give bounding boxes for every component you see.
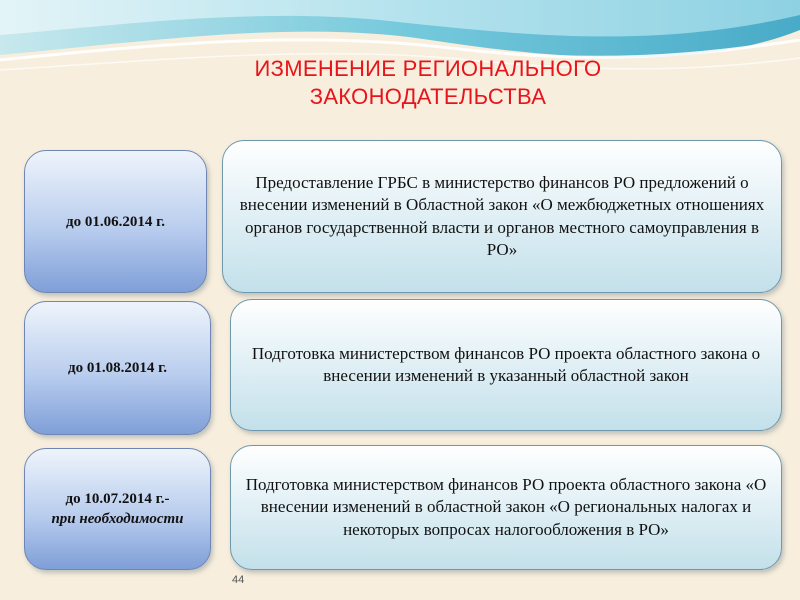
date-label-3-date: до 10.07.2014 г.- [65,491,170,507]
date-label-3-note: при необходимости [51,511,184,527]
description-text-3: Подготовка министерством финансов РО проекта областного закона «О внесении изменений в областной закон «О региональных налогах и некоторых вопросах налогообложения в РО» [245,474,767,539]
date-box-3 [24,448,211,570]
description-text-1: Предоставление ГРБС в министерство финансов РО предложений о внесении изменений в Областной закон «О межбюджетных отношениях органов государственной власти и органов местного самоуправления в РО» [239,172,765,259]
date-box-1 [24,150,207,293]
date-box-2 [24,301,211,435]
date-label-3 [51,489,183,529]
page-title-line-2: ЗАКОНОДАТЕЛЬСТВА [309,84,547,109]
description-box-1 [222,140,782,293]
page-number: 44 [232,574,245,586]
description-box-3 [230,445,782,570]
description-box-2 [230,299,782,431]
date-label-1: до 01.06.2014 г. [66,213,165,230]
page-title [0,55,800,111]
date-label-2: до 01.08.2014 г. [68,360,167,376]
page-title-line-1: ИЗМЕНЕНИЕ РЕГИОНАЛЬНОГО [254,56,602,81]
description-text-2: Подготовка министерством финансов РО проекта областного закона о внесении изменений в указанный областной закон [251,343,761,385]
